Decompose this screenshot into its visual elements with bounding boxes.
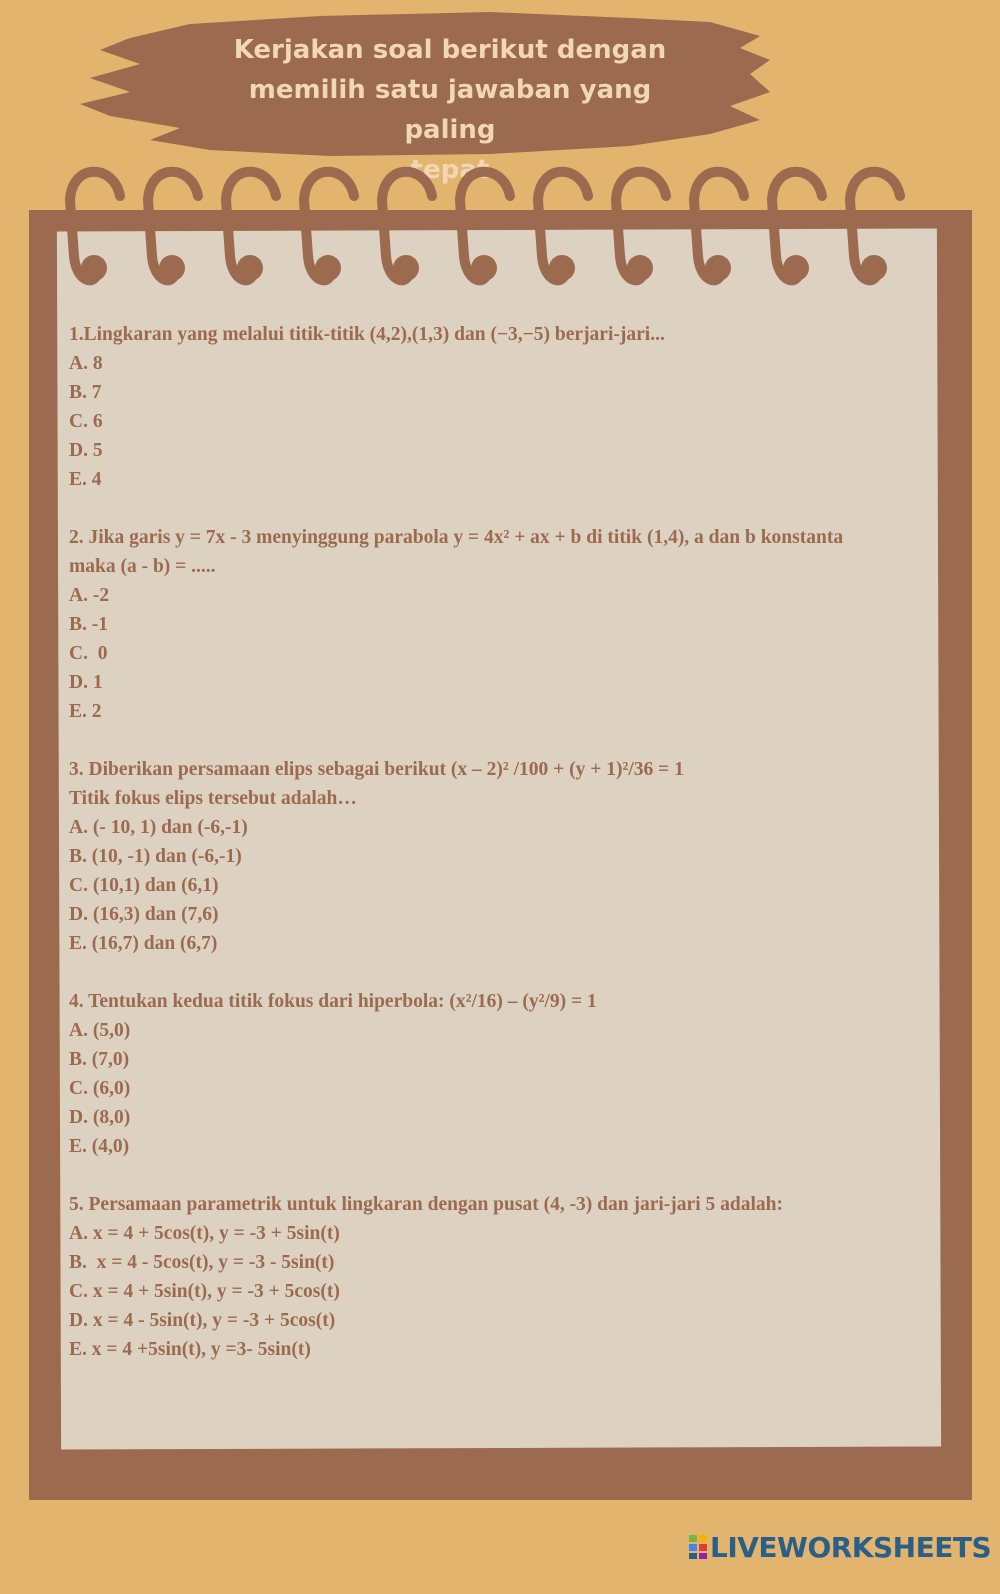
- option-e[interactable]: E. 4: [69, 469, 102, 490]
- spiral-ring-icon: [616, 172, 666, 281]
- spiral-ring-icon: [226, 172, 276, 281]
- question-5: [69, 1190, 939, 1364]
- spiral-ring-icon: [70, 172, 120, 281]
- option-c[interactable]: C. (6,0): [69, 1078, 131, 1099]
- question-text: 3. Diberikan persamaan elips sebagai berikut (x – 2)² /100 + (y + 1)²/36 = 1: [69, 759, 684, 780]
- option-d[interactable]: D. (16,3) dan (7,6): [69, 904, 219, 925]
- option-b[interactable]: B. (10, -1) dan (-6,-1): [69, 846, 242, 867]
- option-b[interactable]: B. 7: [69, 382, 102, 403]
- option-b[interactable]: B. (7,0): [69, 1049, 130, 1070]
- option-d[interactable]: D. 1: [69, 672, 103, 693]
- brand-name: LIVEWORKSHEETS: [710, 1530, 992, 1564]
- spiral-ring-icon: [304, 172, 354, 281]
- spiral-ring-icon: [850, 172, 900, 281]
- question-1: [69, 320, 939, 494]
- option-e[interactable]: E. 2: [69, 701, 102, 722]
- option-d[interactable]: D. 5: [69, 440, 103, 461]
- option-a[interactable]: A. x = 4 + 5cos(t), y = -3 + 5sin(t): [69, 1223, 340, 1244]
- question-text: 4. Tentukan kedua titik fokus dari hiperbola: (x²/16) – (y²/9) = 1: [69, 991, 597, 1012]
- spiral-ring-icon: [460, 172, 510, 281]
- option-a[interactable]: A. (- 10, 1) dan (-6,-1): [69, 817, 248, 838]
- option-d[interactable]: D. x = 4 - 5sin(t), y = -3 + 5cos(t): [69, 1310, 336, 1331]
- question-2: [69, 523, 939, 726]
- banner-line: Kerjakan soal berikut dengan: [233, 35, 667, 65]
- option-d[interactable]: D. (8,0): [69, 1107, 131, 1128]
- header-banner: [70, 8, 790, 185]
- option-e[interactable]: E. x = 4 +5sin(t), y =3- 5sin(t): [69, 1339, 311, 1360]
- spiral-ring-icon: [694, 172, 744, 281]
- option-b[interactable]: B. -1: [69, 614, 108, 635]
- liveworksheets-brand: [689, 1527, 991, 1567]
- option-a[interactable]: A. (5,0): [69, 1020, 131, 1041]
- question-text: maka (a - b) = .....: [69, 556, 216, 577]
- liveworksheets-logo-icon: [689, 1535, 707, 1559]
- question-text: 5. Persamaan parametrik untuk lingkaran dengan pusat (4, -3) dan jari-jari 5 adalah:: [69, 1194, 783, 1215]
- spiral-ring-icon: [772, 172, 822, 281]
- question-text: Titik fokus elips tersebut adalah…: [69, 788, 357, 809]
- option-c[interactable]: C. 0: [69, 643, 108, 664]
- question-text: 1.Lingkaran yang melalui titik-titik (4,2),(1,3) dan (−3,−5) berjari-jari...: [69, 324, 665, 345]
- option-a[interactable]: A. 8: [69, 353, 103, 374]
- spiral-ring-icon: [148, 172, 198, 281]
- banner-line: tepat: [410, 155, 490, 185]
- question-3: [69, 755, 939, 958]
- spiral-ring-icon: [538, 172, 588, 281]
- option-b[interactable]: B. x = 4 - 5cos(t), y = -3 - 5sin(t): [69, 1252, 335, 1273]
- option-c[interactable]: C. 6: [69, 411, 103, 432]
- banner-line: memilih satu jawaban yang paling: [248, 75, 652, 145]
- option-e[interactable]: E. (4,0): [69, 1136, 130, 1157]
- option-c[interactable]: C. (10,1) dan (6,1): [69, 875, 219, 896]
- option-a[interactable]: A. -2: [69, 585, 110, 606]
- option-e[interactable]: E. (16,7) dan (6,7): [69, 933, 218, 954]
- spiral-binding: [0, 160, 1000, 300]
- question-text: 2. Jika garis y = 7x - 3 menyinggung parabola y = 4x² + ax + b di titik (1,4), a dan b konstanta: [69, 527, 844, 548]
- question-4: [69, 987, 939, 1161]
- option-c[interactable]: C. x = 4 + 5sin(t), y = -3 + 5cos(t): [69, 1281, 340, 1302]
- question-list: [69, 320, 939, 1393]
- spiral-ring-icon: [382, 172, 432, 281]
